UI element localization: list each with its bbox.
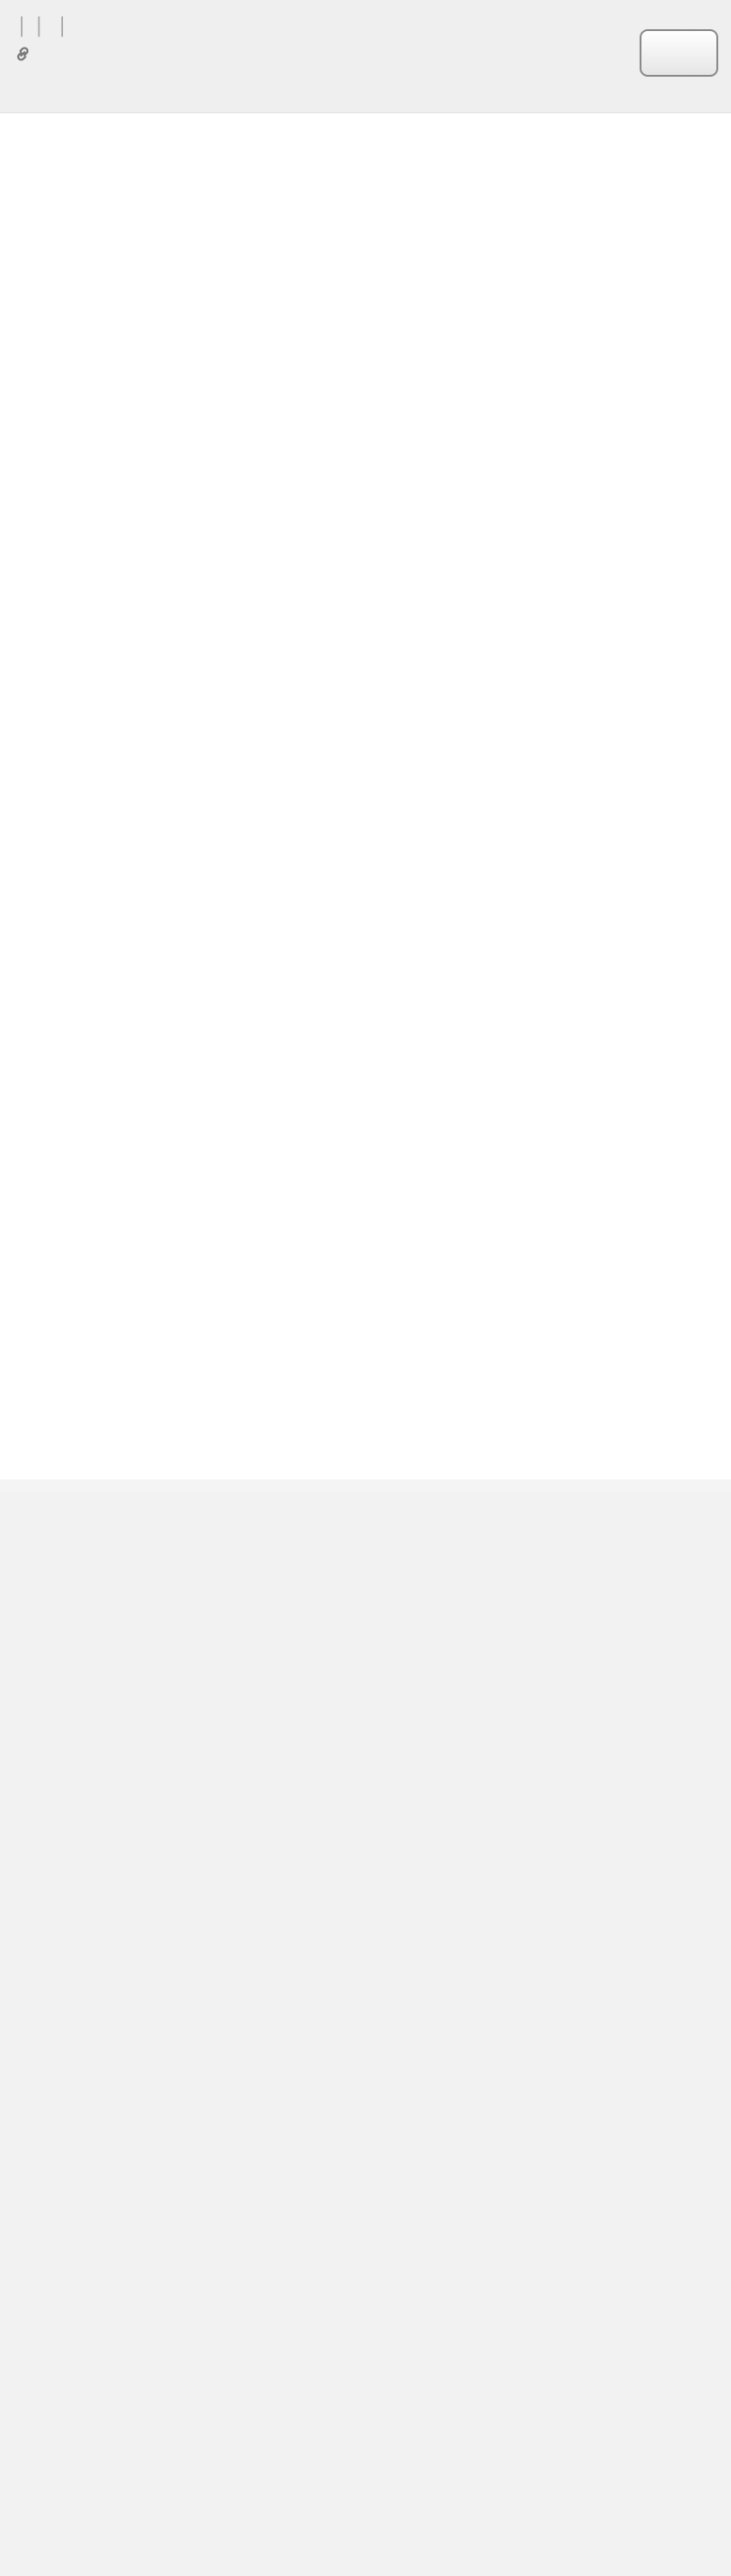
meta-separator: | [18,15,25,37]
write-post-button[interactable] [640,29,718,77]
post-body [0,113,731,1479]
post-permalink[interactable] [13,44,718,64]
post-header [0,0,731,113]
post-meta [13,13,718,40]
comments-section [0,1479,731,1492]
meta-separator: | [35,15,42,37]
link-icon [13,44,33,64]
meta-separator: | [58,15,66,37]
